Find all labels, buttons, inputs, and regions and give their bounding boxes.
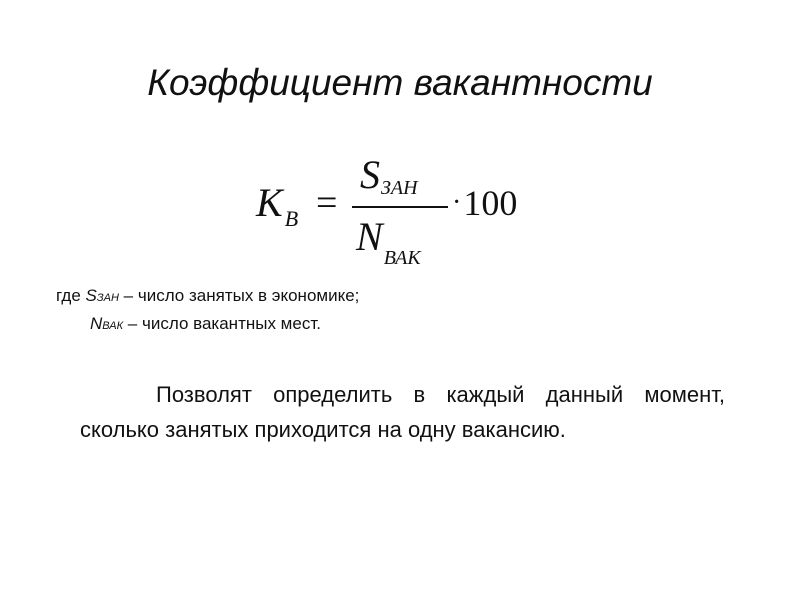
definition-symbol: S [85, 286, 97, 305]
definition-text: – число вакантных мест. [123, 314, 321, 333]
formula-multiplier-value: 100 [463, 183, 518, 223]
formula-denominator [356, 212, 421, 269]
formula-numerator-symbol: S [360, 152, 380, 197]
formula-equals-sign: = [316, 182, 338, 224]
definition-line [56, 311, 359, 339]
definition-line [56, 283, 359, 311]
definition-subscript: ВАК [102, 320, 124, 332]
fraction-bar [352, 206, 448, 208]
formula-numerator [360, 150, 418, 207]
formula-lhs [256, 178, 298, 234]
formula-lhs-symbol: K [256, 180, 283, 225]
formula-multiplier [452, 178, 517, 232]
formula-fraction [352, 150, 448, 270]
formula-denominator-subscript: ВАК [383, 247, 421, 269]
formula-denominator-symbol: N [356, 214, 383, 259]
slide-title: Коэффициент вакантности [147, 62, 653, 103]
formula-numerator-subscript: ЗАН [381, 177, 418, 199]
definition-symbol: N [90, 314, 103, 333]
explanation-paragraph: Позволят определить в каждый данный момент, сколько занятых приходится на одну вакансию. [80, 382, 725, 442]
definition-text: – число занятых в экономике; [118, 286, 360, 305]
definition-prefix: где [56, 286, 86, 305]
formula-lhs-subscript: B [284, 206, 299, 231]
multiply-dot: · [452, 187, 462, 218]
variable-definitions [56, 283, 359, 339]
definition-subscript: ЗАН [96, 292, 119, 304]
